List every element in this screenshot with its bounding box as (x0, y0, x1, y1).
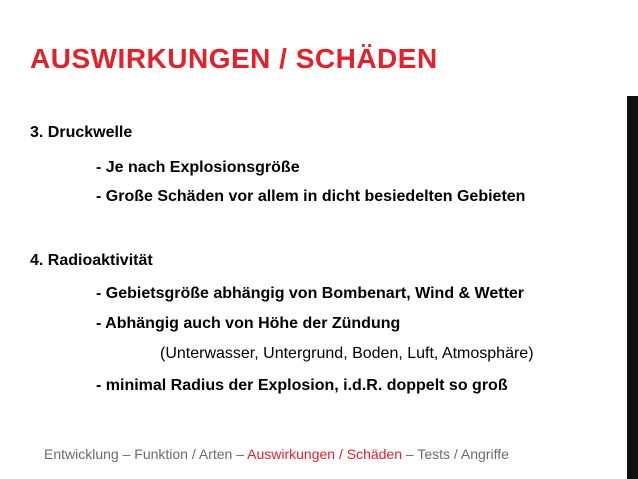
footer-text-before: Entwicklung – Funktion / Arten – (44, 446, 248, 462)
footer-text-after: – Tests / Angriffe (402, 446, 509, 462)
slide-title: AUSWIRKUNGEN / SCHÄDEN (30, 43, 438, 74)
bullet-explosionsgroesse: - Je nach Explosionsgröße (96, 159, 300, 176)
sub-bullet-umgebung: (Unterwasser, Untergrund, Boden, Luft, Atmosphäre) (160, 345, 534, 362)
bullet-hoehe-zuendung: - Abhängig auch von Höhe der Zündung (96, 315, 401, 332)
bullet-grosse-schaeden: - Große Schäden vor allem in dicht besiedelten Gebieten (96, 188, 526, 205)
footer-navigation (44, 446, 509, 462)
bullet-minimal-radius: - minimal Radius der Explosion, i.d.R. doppelt so groß (96, 377, 508, 394)
section-heading-druckwelle: 3. Druckwelle (30, 124, 133, 141)
side-accent-bar (627, 96, 638, 479)
bullet-gebietsgroesse: - Gebietsgröße abhängig von Bombenart, Wind & Wetter (96, 285, 525, 302)
footer-active-section: Auswirkungen / Schäden (247, 446, 402, 462)
section-heading-radioaktivitaet: 4. Radioaktivität (30, 252, 153, 269)
